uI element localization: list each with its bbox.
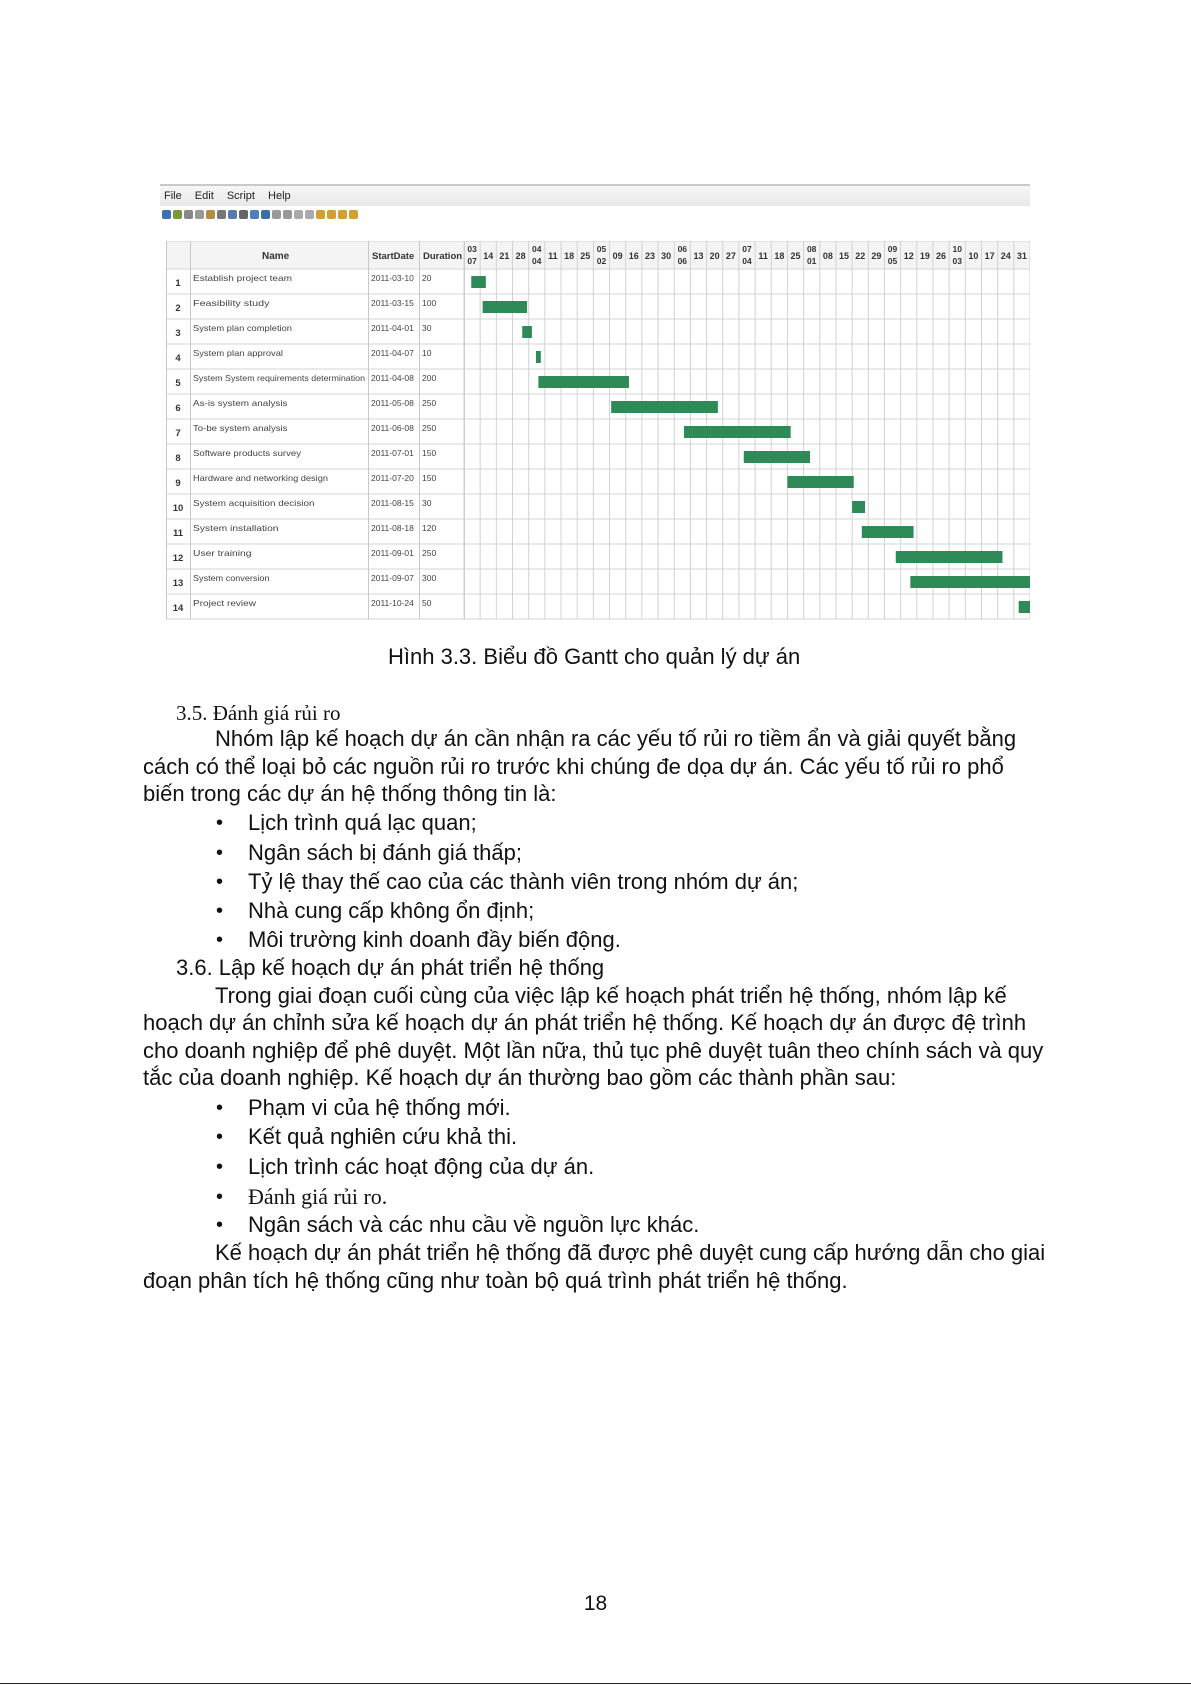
paragraph-line: Kế hoạch dự án phát triển hệ thống đã được phê duyệt cung cấp hướng dẫn cho giai xyxy=(215,1240,1046,1265)
list-item: Đánh giá rủi ro. xyxy=(248,1184,388,1209)
unlink-icon[interactable] xyxy=(217,210,226,219)
timeline-day-label: 09 xyxy=(612,251,623,261)
task-duration: 50 xyxy=(422,598,432,608)
outdent-icon[interactable] xyxy=(195,210,204,219)
list-item: Lịch trình quá lạc quan; xyxy=(248,810,477,835)
zoom-out-icon[interactable] xyxy=(305,210,314,219)
task-start-date: 2011-03-10 xyxy=(371,273,414,283)
timeline-month-label: 03 xyxy=(467,244,477,254)
timeline-day-label: 11 xyxy=(548,251,558,261)
gantt-task-bar xyxy=(536,351,541,363)
timeline-day-label: 26 xyxy=(936,251,947,261)
timeline-day-label: 31 xyxy=(1016,251,1027,261)
task-duration: 30 xyxy=(422,498,432,508)
gantt-task-bar xyxy=(896,551,1003,563)
timeline-month-label: 06 xyxy=(677,244,688,254)
task-row-number: 14 xyxy=(172,603,184,614)
task-row-number: 12 xyxy=(172,553,184,564)
task-row-number: 3 xyxy=(175,328,181,339)
timeline-day-label: 22 xyxy=(855,251,866,261)
timeline-day-label: 04 xyxy=(742,256,752,266)
paste-icon[interactable] xyxy=(239,210,248,219)
list-item: Môi trường kinh doanh đầy biến động. xyxy=(248,927,621,952)
last-icon[interactable] xyxy=(349,210,358,219)
paragraph-line: Nhóm lập kế hoạch dự án cần nhận ra các yếu tố rủi ro tiềm ẩn và giải quyết bằng xyxy=(215,726,1017,751)
task-duration: 200 xyxy=(422,373,437,383)
timeline-month-label: 07 xyxy=(742,244,752,254)
gantt-task-bar xyxy=(744,451,810,463)
section-heading-3-6: 3.6. Lập kế hoạch dự án phát triển hệ thống xyxy=(176,955,605,980)
task-start-date: 2011-04-01 xyxy=(371,323,414,333)
timeline-day-label: 12 xyxy=(903,251,914,261)
toolbar xyxy=(160,206,1030,222)
task-name: Establish project team xyxy=(193,273,292,283)
task-name: Software products survey xyxy=(193,448,302,458)
task-start-date: 2011-04-07 xyxy=(371,348,414,358)
paragraph-line: tắc của doanh nghiệp. Kế hoạch dự án thường bao gồm các thành phần sau: xyxy=(143,1065,897,1090)
timeline-day-label: 27 xyxy=(725,251,736,261)
paragraph-line: đoạn phân tích hệ thống cũng như toàn bộ quá trình phát triển hệ thống. xyxy=(143,1268,848,1293)
add-icon[interactable] xyxy=(173,210,182,219)
bullet-icon: • xyxy=(216,871,224,893)
task-row-number: 6 xyxy=(175,403,181,414)
timeline-day-label: 02 xyxy=(596,256,607,266)
arrow-right-icon[interactable] xyxy=(283,210,292,219)
task-name: Project review xyxy=(193,598,258,608)
task-duration: 150 xyxy=(422,473,437,483)
timeline-month-label: 05 xyxy=(596,244,607,254)
timeline-day-label: 07 xyxy=(467,256,477,266)
timeline-day-label: 30 xyxy=(661,251,672,261)
timeline-day-label: 17 xyxy=(984,251,995,261)
task-name: System conversion xyxy=(193,573,270,583)
task-start-date: 2011-10-24 xyxy=(371,598,414,608)
gantt-task-bar xyxy=(611,401,718,413)
list-item: Tỷ lệ thay thế cao của các thành viên trong nhóm dự án; xyxy=(248,869,799,894)
timeline-day-label: 25 xyxy=(580,251,591,261)
timeline-month-label: 08 xyxy=(806,244,817,254)
timeline-day-label: 06 xyxy=(677,256,688,266)
menu-edit[interactable]: Edit xyxy=(194,190,214,202)
paragraph-line: cho doanh nghiệp để phê duyệt. Một lần nữa, thủ tục phê duyệt tuân theo chính sách và quy xyxy=(143,1038,1044,1063)
timeline-day-label: 23 xyxy=(644,251,655,261)
task-name: System installation xyxy=(193,523,279,533)
list-item: Ngân sách và các nhu cầu về nguồn lực khác. xyxy=(248,1212,700,1237)
menu-script[interactable]: Script xyxy=(226,190,255,202)
bullet-icon: • xyxy=(216,1186,224,1208)
header-name: Name xyxy=(262,251,290,262)
header-startdate: StartDate xyxy=(372,251,415,262)
timeline-day-label: 08 xyxy=(822,251,833,261)
task-name: As-is system analysis xyxy=(193,398,288,408)
task-row-number: 1 xyxy=(175,278,181,289)
task-row-number: 9 xyxy=(175,478,181,489)
task-row-number: 11 xyxy=(172,528,184,539)
task-start-date: 2011-08-18 xyxy=(371,523,414,533)
task-name: System plan approval xyxy=(193,348,284,358)
task-duration: 250 xyxy=(422,398,437,408)
task-name: System System requirements determination xyxy=(193,373,366,383)
list-item: Phạm vi của hệ thống mới. xyxy=(248,1095,511,1120)
paragraph-line: cách có thể loại bỏ các nguồn rủi ro trước khi chúng đe dọa dự án. Các yếu tố rủi ro phổ xyxy=(143,754,1004,779)
task-row-number: 7 xyxy=(175,428,181,439)
task-start-date: 2011-05-08 xyxy=(371,398,414,408)
task-duration: 10 xyxy=(422,348,432,358)
timeline-month-label: 09 xyxy=(887,244,898,254)
task-start-date: 2011-04-08 xyxy=(371,373,414,383)
task-row-number: 5 xyxy=(175,378,181,389)
menu-file[interactable]: File xyxy=(164,190,182,202)
task-duration: 150 xyxy=(422,448,437,458)
bullet-icon: • xyxy=(216,1126,224,1148)
bullet-icon: • xyxy=(216,1097,224,1119)
paragraph-line: biến trong các dự án hệ thống thông tin là: xyxy=(143,781,557,806)
copy-icon[interactable] xyxy=(228,210,237,219)
task-duration: 20 xyxy=(422,273,432,283)
gantt-task-bar xyxy=(910,576,1030,588)
task-start-date: 2011-07-01 xyxy=(371,448,414,458)
timeline-day-label: 24 xyxy=(1000,251,1011,261)
timeline-day-label: 03 xyxy=(952,256,962,266)
timeline-day-label: 21 xyxy=(499,251,510,261)
bullet-icon: • xyxy=(216,812,224,834)
indent-icon[interactable] xyxy=(184,210,193,219)
task-duration: 250 xyxy=(422,423,437,433)
list-item: Ngân sách bị đánh giá thấp; xyxy=(248,840,522,865)
gantt-task-bar xyxy=(538,376,629,388)
timeline-day-label: 11 xyxy=(758,251,768,261)
gantt-task-bar xyxy=(522,326,532,338)
menu-bar xyxy=(160,186,1030,206)
timeline-day-label: 16 xyxy=(628,251,639,261)
timeline-day-label: 01 xyxy=(806,256,817,266)
gantt-table xyxy=(166,241,1030,620)
task-duration: 250 xyxy=(422,548,437,558)
task-row-number: 13 xyxy=(172,578,184,589)
timeline-day-label: 29 xyxy=(871,251,882,261)
timeline-day-label: 13 xyxy=(693,251,704,261)
next-icon[interactable] xyxy=(338,210,347,219)
link-icon[interactable] xyxy=(206,210,215,219)
new-task-icon[interactable] xyxy=(162,210,171,219)
task-row-number: 2 xyxy=(175,303,181,314)
task-start-date: 2011-09-07 xyxy=(371,573,414,583)
timeline-day-label: 15 xyxy=(839,251,850,261)
bullet-icon: • xyxy=(216,1214,224,1236)
first-icon[interactable] xyxy=(316,210,325,219)
gantt-task-bar xyxy=(471,276,486,288)
timeline-day-label: 18 xyxy=(774,251,785,261)
gantt-chart-screenshot xyxy=(160,184,1030,620)
timeline-day-label: 19 xyxy=(919,251,930,261)
bullet-icon: • xyxy=(216,929,224,951)
org-icon[interactable] xyxy=(261,210,270,219)
task-name: Feasibility study xyxy=(193,298,271,308)
timeline-day-label: 20 xyxy=(709,251,720,261)
bullet-icon: • xyxy=(216,1156,224,1178)
timeline-day-label: 04 xyxy=(532,256,542,266)
timeline-month-label: 10 xyxy=(952,244,962,254)
task-duration: 100 xyxy=(422,298,437,308)
gantt-task-bar xyxy=(483,301,527,313)
arrow-left-icon[interactable] xyxy=(272,210,281,219)
paragraph-line: hoạch dự án chỉnh sửa kế hoạch dự án phát triển hệ thống. Kế hoạch dự án được đệ trình xyxy=(143,1010,1027,1035)
task-start-date: 2011-03-15 xyxy=(371,298,414,308)
task-row-number: 4 xyxy=(175,353,181,364)
task-name: System plan completion xyxy=(193,323,293,333)
gantt-task-bar xyxy=(787,476,853,488)
menu-help[interactable]: Help xyxy=(268,190,291,202)
prev-icon[interactable] xyxy=(327,210,336,219)
task-start-date: 2011-07-20 xyxy=(371,473,414,483)
timeline-day-label: 28 xyxy=(515,251,526,261)
timeline-day-label: 25 xyxy=(790,251,801,261)
task-duration: 30 xyxy=(422,323,432,333)
task-name: System acquisition decision xyxy=(193,498,315,508)
list-item: Lịch trình các hoạt động của dự án. xyxy=(248,1154,595,1179)
list-item: Nhà cung cấp không ổn định; xyxy=(248,898,535,923)
timeline-month-label: 04 xyxy=(532,244,542,254)
timeline-day-label: 05 xyxy=(887,256,898,266)
gantt-task-bar xyxy=(1019,601,1030,613)
header-duration: Duration xyxy=(423,251,463,262)
task-row-number: 8 xyxy=(175,453,181,464)
task-duration: 300 xyxy=(422,573,437,583)
task-start-date: 2011-06-08 xyxy=(371,423,414,433)
page-number: 18 xyxy=(583,1592,608,1615)
task-start-date: 2011-09-01 xyxy=(371,548,414,558)
section-heading-3-5: 3.5. Đánh giá rủi ro xyxy=(176,701,341,725)
bullet-icon: • xyxy=(216,900,224,922)
timeline-day-label: 18 xyxy=(564,251,575,261)
resource-icon[interactable] xyxy=(250,210,259,219)
gantt-task-bar xyxy=(684,426,791,438)
task-start-date: 2011-08-15 xyxy=(371,498,414,508)
timeline-day-label: 14 xyxy=(483,251,494,261)
gantt-grid xyxy=(166,241,1030,620)
figure-caption: Hình 3.3. Biểu đồ Gantt cho quản lý dự án xyxy=(388,644,801,669)
task-name: Hardware and networking design xyxy=(193,473,329,483)
timeline-day-label: 10 xyxy=(968,251,979,261)
footer-rule xyxy=(0,1683,1191,1684)
task-name: User training xyxy=(193,548,252,558)
bullet-icon: • xyxy=(216,842,224,864)
gantt-task-bar xyxy=(852,501,865,513)
gantt-task-bar xyxy=(862,526,914,538)
task-name: To-be system analysis xyxy=(193,423,288,433)
list-item: Kết quả nghiên cứu khả thi. xyxy=(248,1124,518,1149)
task-row-number: 10 xyxy=(172,503,184,514)
zoom-icon[interactable] xyxy=(294,210,303,219)
task-duration: 120 xyxy=(422,523,437,533)
paragraph-line: Trong giai đoạn cuối cùng của việc lập kế hoạch phát triển hệ thống, nhóm lập kế xyxy=(215,983,1007,1008)
